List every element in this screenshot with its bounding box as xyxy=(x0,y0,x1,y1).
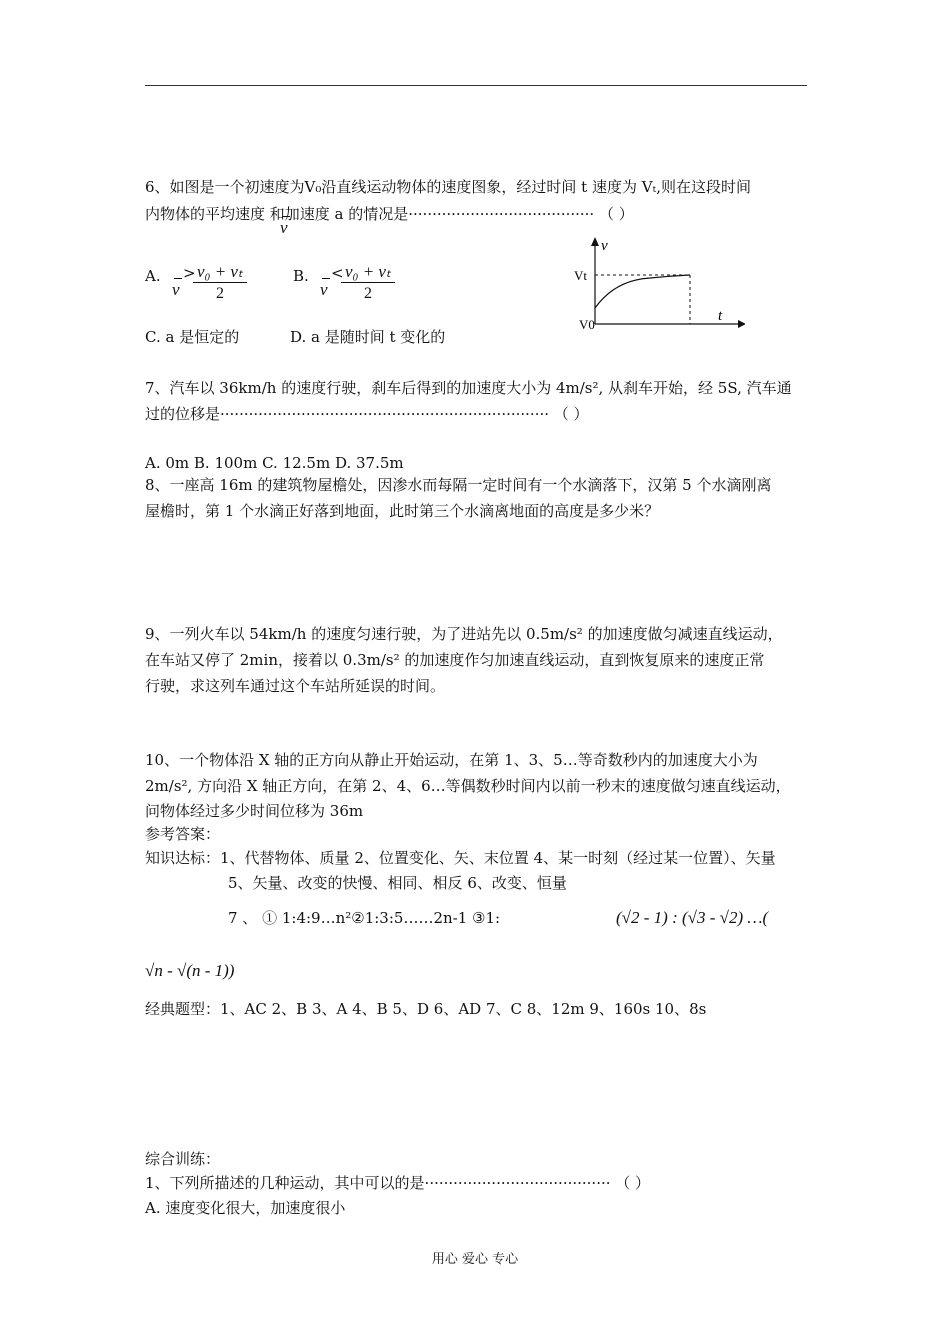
q6-line1: 6、如图是一个初速度为V₀沿直线运动物体的速度图象，经过时间 t 速度为 Vₜ,则在这段时间 xyxy=(145,178,752,196)
t-axis-label: t xyxy=(718,308,723,324)
t-axis-arrow-icon xyxy=(738,320,745,328)
q6-option-b-fraction xyxy=(341,262,395,305)
fraction-denominator: 2 xyxy=(364,285,372,302)
answers-heading: 参考答案： xyxy=(145,825,221,843)
header-rule xyxy=(145,85,807,86)
q6-option-a-label: A. xyxy=(145,267,161,285)
page-footer: 用心 爱心 专心 xyxy=(431,1252,519,1267)
v0-label: V0 xyxy=(579,317,595,332)
q6-mean-velocity-symbol: v xyxy=(280,218,288,237)
q7-line1: 7、汽车以 36km/h 的速度行驶，刹车后得到的加速度大小为 4m/s², 从刹车开始，经 5S, 汽车通 xyxy=(145,379,792,397)
answers-line4: √n - √(n - 1)) xyxy=(145,961,235,980)
answers-line3: 7 、 ① 1:4:9…n²②1:3:5……2n-1 ③1: xyxy=(228,909,501,927)
q7-line2: 过的位移是····································································· （ ） xyxy=(145,405,589,423)
answers-line2: 5、矢量、改变的快慢、相同、相反 6、改变、恒量 xyxy=(228,874,567,892)
q6-option-a-vbar: v xyxy=(172,280,180,299)
vt-label: Vt xyxy=(574,268,587,283)
training-q1-option-a: A. 速度变化很大，加速度很小 xyxy=(145,1199,346,1217)
q6-option-d: D. a 是随时间 t 变化的 xyxy=(290,328,446,346)
q6-option-b-label: B. xyxy=(293,267,309,285)
q9-line2: 在车站又停了 2min，接着以 0.3m/s² 的加速度作匀加速直线运动，直到恢复原来的速度正常 xyxy=(145,651,765,669)
q6-line2: 内物体的平均速度 和加速度 a 的情况是······································· （ ） xyxy=(145,205,634,223)
q6-option-b-relation: < xyxy=(331,264,344,282)
q8-line2: 屋檐时，第 1 个水滴正好落到地面，此时第三个水滴离地面的高度是多少米？ xyxy=(145,502,660,520)
q8-line1: 8、一座高 16m 的建筑物屋檐处，因渗水而每隔一定时间有一个水滴落下，汉第 5 个水滴刚离 xyxy=(145,476,772,494)
fraction-denominator: 2 xyxy=(216,285,224,302)
velocity-curve xyxy=(595,275,690,308)
q6-option-a-relation: > xyxy=(183,264,196,282)
q10-line1: 10、一个物体沿 X 轴的正方向从静止开始运动，在第 1、3、5…等奇数秒内的加速度大小为 xyxy=(145,751,758,769)
velocity-time-graph xyxy=(570,232,745,337)
training-heading: 综合训练： xyxy=(145,1150,221,1168)
q6-option-b-vbar: v xyxy=(320,280,328,299)
q9-line3: 行驶，求这列车通过这个车站所延误的时间。 xyxy=(145,677,446,695)
fraction-numerator: v₀ + vₜ xyxy=(341,262,395,283)
answers-line3-math: (√2 - 1) : (√3 - √2) …( xyxy=(616,908,769,927)
answers-classic: 经典题型：1、AC 2、B 3、A 4、B 5、D 6、AD 7、C 8、12m 9、160s 10、8s xyxy=(145,1000,707,1018)
answers-line1: 知识达标：1、代替物体、质量 2、位置变化、矢、末位置 4、某一时刻（经过某一位置）、矢量 xyxy=(145,849,776,867)
v-axis-label: v xyxy=(601,238,608,254)
q10-line3: 问物体经过多少时间位移为 36m xyxy=(145,802,364,820)
q10-line2: 2m/s², 方向沿 X 轴正方向，在第 2、4、6…等偶数秒时间内以前一秒末的速度做匀速直线运动， xyxy=(145,777,791,795)
q9-line1: 9、一列火车以 54km/h 的速度匀速行驶，为了进站先以 0.5m/s² 的加速度做匀减速直线运动， xyxy=(145,625,783,643)
training-q1: 1、下列所描述的几种运动，其中可以的是······································· （ ） xyxy=(145,1174,651,1192)
q6-option-a-fraction xyxy=(193,262,247,305)
q7-options: A. 0m B. 100m C. 12.5m D. 37.5m xyxy=(145,454,404,472)
v-axis-arrow-icon xyxy=(591,237,599,246)
q6-option-c: C. a 是恒定的 xyxy=(145,328,240,346)
fraction-numerator: v₀ + vₜ xyxy=(193,262,247,283)
